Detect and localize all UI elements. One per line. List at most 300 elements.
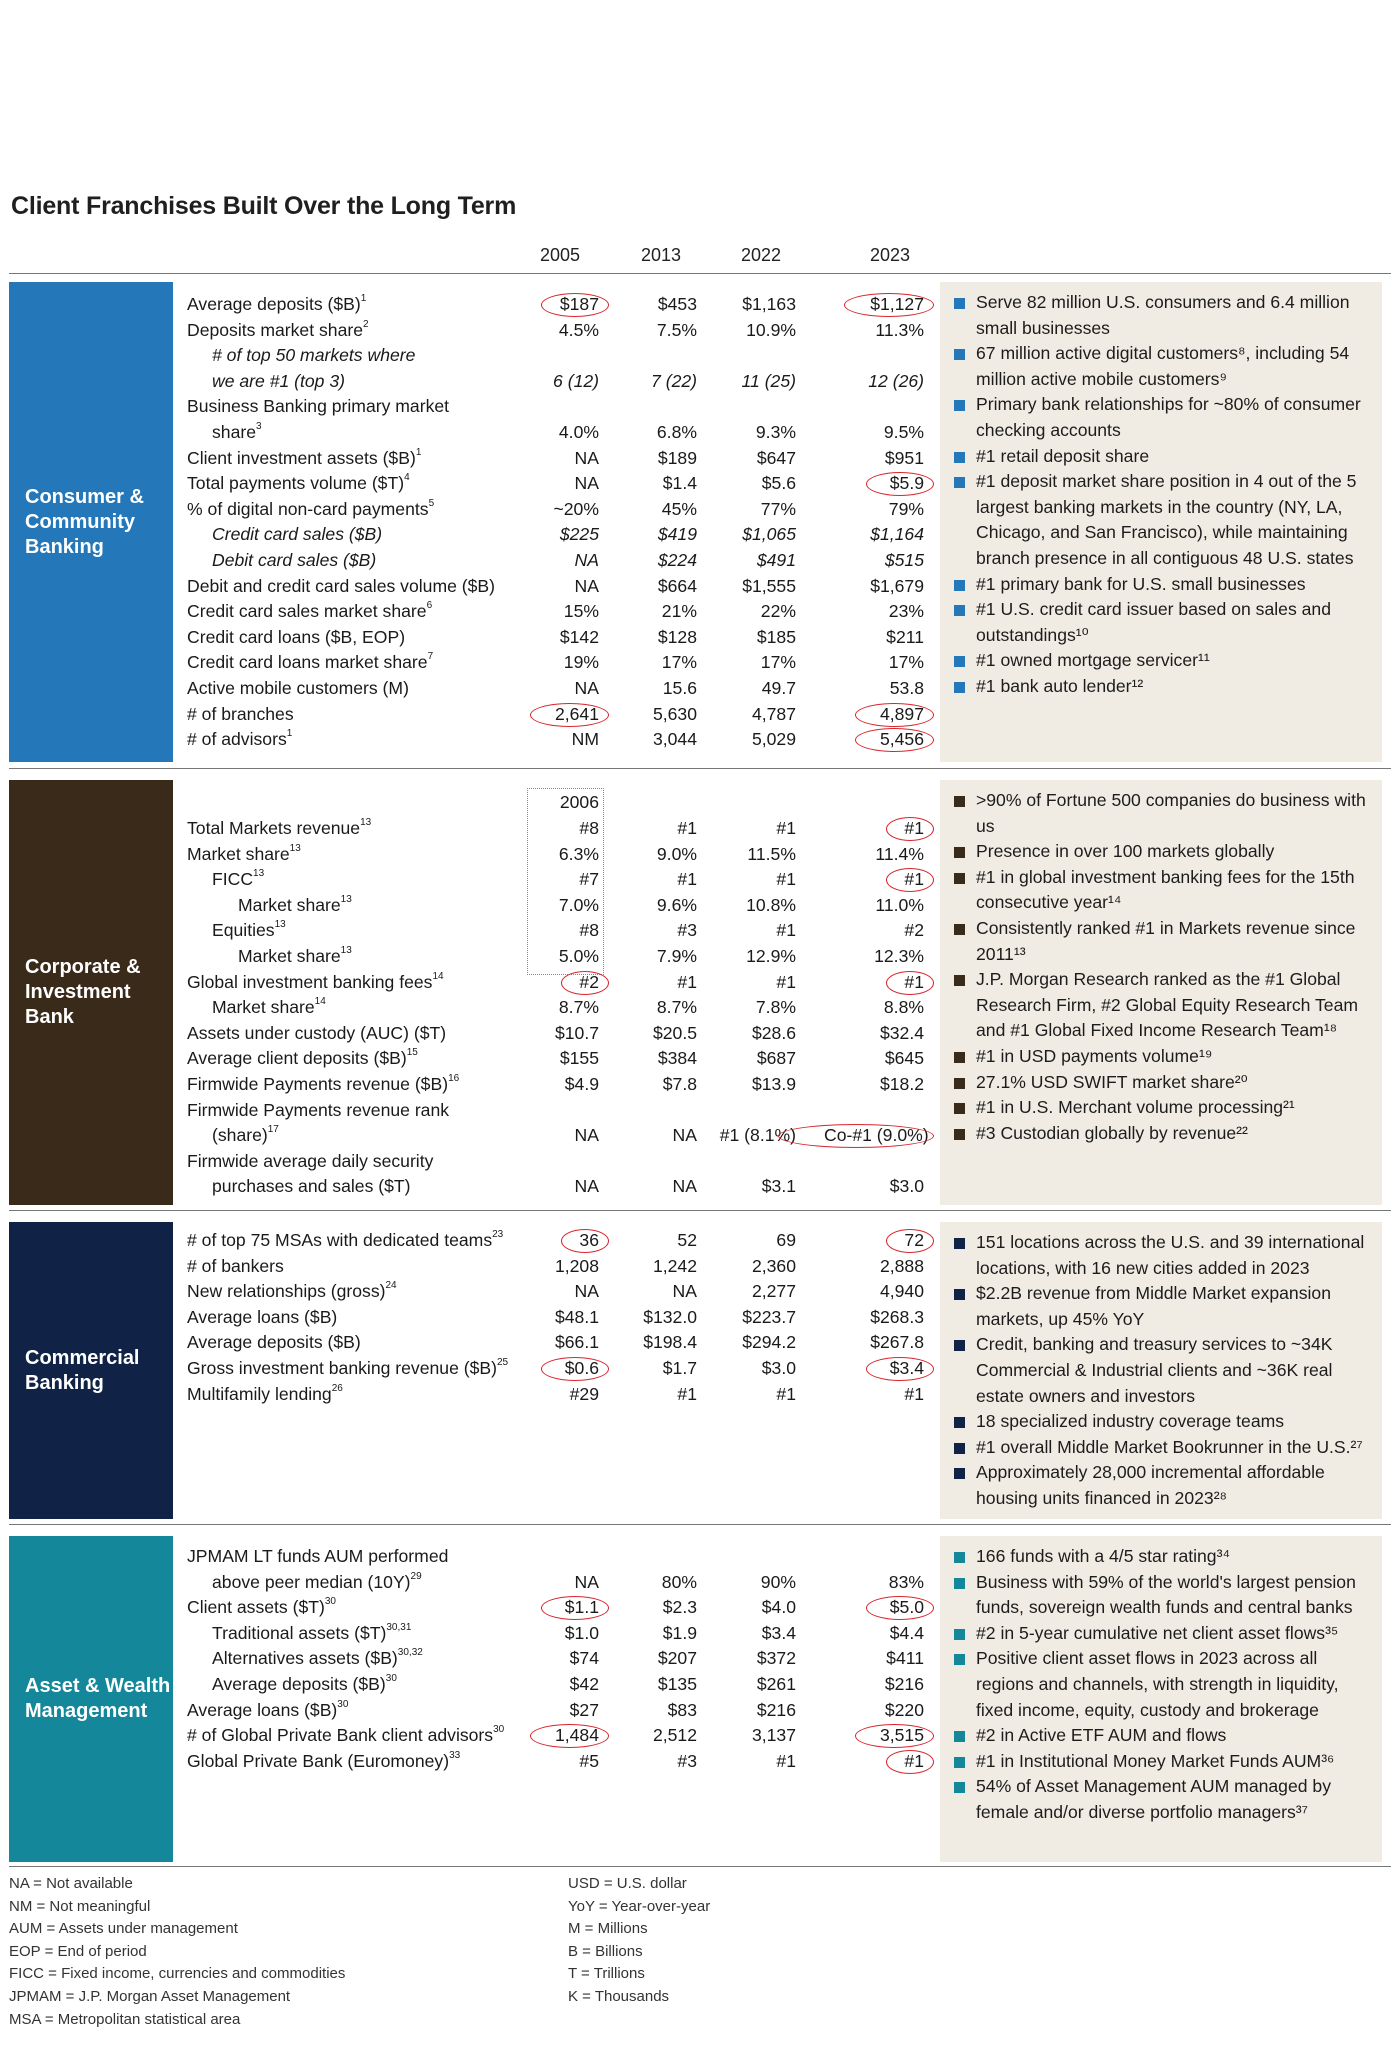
bullet-text: >90% of Fortune 500 companies do business with us (976, 790, 1366, 836)
legend-item: EOP = End of period (9, 1942, 147, 1960)
footnote-ref: 14 (432, 970, 444, 982)
row-label-text: purchases and sales ($T) (212, 1176, 411, 1197)
bullet-text: $2.2B revenue from Middle Market expansion markets, up 45% YoY (976, 1283, 1331, 1329)
row-value-2023: 79% (888, 498, 924, 519)
table-row (9, 1749, 939, 1775)
table-row (9, 1021, 939, 1047)
row-label-text: Average client deposits ($B) (187, 1048, 407, 1069)
row-value-2023: 11.0% (875, 894, 924, 915)
row-label (187, 1382, 343, 1408)
row-label (187, 702, 294, 728)
row-value-2013: NA (672, 1281, 697, 1302)
highlight-bullet (954, 444, 1370, 470)
legend-item: USD = U.S. dollar (568, 1875, 687, 1892)
row-value-2005: #7 (579, 869, 599, 890)
row-value-2005: 4.0% (558, 422, 599, 442)
row-value-2013: $1.9 (662, 1622, 697, 1643)
row-value-2013: #1 (677, 818, 697, 838)
legend-item: M = Millions (568, 1920, 648, 1938)
row-value-2023: $515 (884, 550, 924, 570)
row-label-text: Global investment banking fees (187, 971, 433, 992)
row-label-text: JPMAM LT funds AUM performed (187, 1546, 449, 1566)
table-row (9, 1382, 939, 1408)
highlight-bullet (954, 1409, 1370, 1435)
highlight-bullet (954, 1121, 1370, 1147)
row-value-2023: #1 (904, 1750, 924, 1771)
highlight-bullet (954, 392, 1370, 443)
row-label (187, 497, 434, 523)
legend-item: JPMAM = J.P. Morgan Asset Management (9, 1987, 291, 2005)
highlight-bullet (954, 1044, 1370, 1070)
bullet-square-icon (954, 1417, 965, 1428)
highlight-bullet (954, 916, 1370, 967)
footnote-ref: 7 (427, 651, 434, 663)
bullet-square-icon (954, 1052, 965, 1063)
row-value-2005: 6 (12) (553, 370, 599, 391)
section-label-text: Corporate & Investment Bank (25, 956, 141, 1028)
row-value-2023: $268.3 (870, 1306, 924, 1327)
footnote-ref: 30 (385, 1673, 397, 1684)
row-value-2023: $32.4 (879, 1022, 924, 1043)
bullet-text: Positive client asset flows in 2023 across all regions and channels, with strength in liquidity, fixed income, equity, custody and brokerage (976, 1648, 1339, 1720)
row-value-2005: #8 (579, 818, 599, 838)
highlight-bullet (954, 1095, 1370, 1121)
bullet-text: #1 in USD payments volume¹⁹ (976, 1045, 1213, 1066)
row-label-text: Client assets ($T) (187, 1597, 325, 1618)
row-value-2022: 10.8% (746, 894, 796, 915)
bottom-divider (9, 1866, 1391, 1867)
highlight-bullet (954, 1544, 1370, 1570)
row-value-2013: 80% (661, 1571, 697, 1592)
row-value-2022: 2,360 (751, 1255, 796, 1276)
table-row (9, 1123, 939, 1149)
row-value-2013: $419 (657, 524, 697, 545)
row-value-2023: $5.0 (889, 1597, 924, 1618)
bullet-text: #2 in Active ETF AUM and flows (976, 1725, 1227, 1746)
row-value-2023: 83% (888, 1571, 924, 1592)
row-value-2023: $18.2 (879, 1074, 924, 1094)
row-value-2005: 6.3% (558, 843, 599, 864)
row-value-2005: 2,641 (554, 703, 599, 724)
table-row (9, 343, 939, 369)
row-value-2023: Co-#1 (9.0%) (824, 1125, 929, 1146)
row-value-2022: $1,065 (742, 524, 796, 545)
row-value-2022: $3.1 (761, 1176, 796, 1197)
footnote-ref: 14 (314, 996, 326, 1008)
table-row (9, 1174, 939, 1200)
row-value-2023: 72 (904, 1230, 924, 1250)
bullet-square-icon (954, 847, 965, 858)
bullet-square-icon (954, 1340, 965, 1351)
row-value-2013: $384 (657, 1048, 697, 1069)
row-label (187, 1698, 348, 1724)
footnote-ref: 30 (493, 1724, 505, 1736)
row-value-2022: 3,137 (751, 1725, 796, 1746)
section-divider (9, 1524, 1391, 1525)
row-label-text: Credit card loans market share (187, 652, 428, 673)
table-row (9, 548, 939, 574)
bullet-text: #1 bank auto lender¹² (976, 675, 1144, 696)
row-value-2023: $211 (886, 626, 924, 647)
row-value-2023: $3.4 (889, 1358, 924, 1378)
footnote-ref: 26 (331, 1382, 343, 1394)
row-value-2022: $1,163 (742, 294, 796, 314)
table-row (9, 574, 939, 600)
footnote-ref: 23 (492, 1229, 504, 1240)
row-value-2023: 12 (26) (868, 370, 924, 391)
highlight-bullet (954, 967, 1370, 1044)
section-label-text: Consumer & Community Banking (25, 485, 144, 558)
row-value-2005: $187 (559, 294, 599, 314)
alt-year-box (527, 788, 604, 975)
footnote-ref: 17 (267, 1124, 279, 1136)
bullet-text: Serve 82 million U.S. consumers and 6.4 million small businesses (976, 292, 1350, 338)
footnote-ref: 3 (256, 421, 262, 432)
row-value-2023: 11.3% (875, 319, 924, 340)
highlight-bullet (954, 341, 1370, 392)
legend-item: T = Trillions (568, 1965, 645, 1983)
row-value-2013: $2.3 (662, 1597, 697, 1618)
row-value-2005: 4.5% (558, 319, 599, 340)
row-value-2023: $1,679 (870, 575, 924, 596)
row-value-2023: 8.8% (883, 997, 924, 1018)
row-label (187, 1305, 337, 1331)
row-label (212, 1123, 279, 1149)
bullet-square-icon (954, 452, 965, 463)
row-label (187, 816, 371, 842)
row-value-2023: #1 (904, 971, 924, 992)
row-label (187, 650, 433, 676)
row-value-2013: 2,512 (652, 1725, 697, 1746)
bullet-text: #1 owned mortgage servicer¹¹ (976, 650, 1210, 671)
row-value-2022: $216 (756, 1699, 796, 1720)
footnote-ref: 24 (385, 1280, 397, 1292)
row-value-2005: NA (574, 1571, 599, 1592)
highlight-bullet (954, 865, 1370, 916)
bullet-square-icon (954, 477, 965, 488)
table-row (9, 842, 939, 868)
row-value-2023: 17% (888, 652, 924, 673)
row-label (187, 1749, 460, 1775)
row-label-text: share (212, 422, 257, 442)
footnote-ref: 13 (340, 893, 352, 905)
row-value-2005: ~20% (553, 498, 599, 519)
bullet-text: Consistently ranked #1 in Markets revenue since 2011¹³ (976, 917, 1356, 964)
row-value-2013: #1 (677, 971, 697, 992)
row-value-2022: $13.9 (751, 1074, 796, 1094)
table-row (9, 420, 939, 446)
bullet-square-icon (954, 873, 965, 884)
row-value-2013: 7.5% (656, 319, 697, 340)
table-row (9, 702, 939, 728)
row-value-2013: 6.8% (656, 422, 697, 442)
row-value-2005: NA (574, 575, 599, 596)
table-row (9, 1698, 939, 1724)
row-value-2005: 1,208 (554, 1255, 599, 1276)
row-value-2005: #2 (579, 971, 599, 992)
row-value-2013: $135 (657, 1674, 697, 1694)
footnote-ref: 1 (286, 728, 293, 740)
highlight-bullet (954, 788, 1370, 839)
row-value-2005: $27 (569, 1699, 599, 1720)
bullet-text: Business with 59% of the world's largest pension funds, sovereign wealth funds and central banks (976, 1571, 1356, 1618)
bullet-text: #1 in global investment banking fees for the 15th consecutive year¹⁴ (976, 866, 1355, 913)
row-value-2022: 2,277 (751, 1281, 796, 1302)
row-value-2005: $1.0 (564, 1622, 599, 1643)
row-label-text: # of top 75 MSAs with dedicated teams (187, 1230, 493, 1250)
row-label-text: Traditional assets ($T) (212, 1622, 387, 1643)
row-label-text: Assets under custody (AUC) ($T) (187, 1022, 447, 1043)
row-label-text: Equities (212, 920, 275, 941)
row-value-2023: $3.0 (889, 1176, 924, 1197)
row-label (187, 727, 292, 753)
table-row (9, 893, 939, 919)
bullet-square-icon (954, 1731, 965, 1742)
row-label (212, 867, 264, 893)
bullet-square-icon (954, 1782, 965, 1793)
bullet-text: Presence in over 100 markets globally (976, 841, 1275, 862)
table-row (9, 497, 939, 523)
row-value-2022: $4.0 (761, 1597, 796, 1618)
row-label (187, 1330, 361, 1356)
legend-item: K = Thousands (568, 1987, 670, 2005)
table-row (9, 676, 939, 702)
footnote-ref: 29 (410, 1570, 422, 1582)
table-row (9, 1046, 939, 1072)
row-value-2023: #1 (904, 818, 924, 838)
row-label (212, 918, 286, 944)
row-value-2005: NA (574, 1281, 599, 1302)
bullet-text: #1 deposit market share position in 4 out of the 5 largest banking markets in the country (NY, LA, Chicago, and San Francisco), while maintaining branch presence in all contiguous 48 U.S. states (976, 471, 1357, 568)
row-value-2013: $132.0 (643, 1306, 697, 1327)
row-value-2022: $185 (756, 626, 796, 647)
footnote-ref: 13 (289, 842, 301, 854)
row-value-2022: 5,029 (751, 729, 796, 750)
table-row (9, 1228, 939, 1254)
bullet-square-icon (954, 1629, 965, 1640)
bullet-text: J.P. Morgan Research ranked as the #1 Global Research Firm, #2 Global Equity Research Team and #1 Global Fixed Income Research Team¹⁸ (976, 969, 1359, 1041)
legend-item: YoY = Year-over-year (568, 1897, 711, 1915)
table-row (9, 1149, 939, 1175)
highlight-bullet (954, 1774, 1370, 1825)
row-value-2005: NA (574, 1176, 599, 1197)
highlight-bullet (954, 1281, 1370, 1332)
row-value-2013: $1.4 (662, 473, 697, 494)
row-label-text: # of Global Private Bank client advisors (187, 1725, 494, 1746)
footnote-ref: 30,31 (386, 1621, 412, 1633)
row-label (187, 1356, 508, 1382)
table-row (9, 944, 939, 970)
bullet-square-icon (954, 1129, 965, 1140)
footnote-ref: 13 (340, 945, 352, 956)
row-value-2023: $1,164 (870, 524, 924, 545)
table-row (9, 816, 939, 842)
highlight-bullet (954, 572, 1370, 598)
row-label (187, 574, 495, 600)
legend-item: MSA = Metropolitan statistical area (9, 2010, 241, 2028)
row-value-2023: 3,515 (879, 1725, 924, 1746)
section-highlights (940, 1222, 1382, 1519)
year-header-2023: 2023 (870, 245, 911, 265)
row-value-2013: 7 (22) (651, 370, 697, 391)
footnote-ref: 13 (360, 817, 372, 828)
row-label (187, 1254, 284, 1280)
row-value-2022: #1 (776, 869, 796, 890)
row-label (212, 1570, 422, 1596)
row-label (187, 471, 410, 497)
row-value-2023: 2,888 (879, 1255, 924, 1276)
row-value-2013: $453 (657, 294, 697, 314)
footnote-ref: 13 (253, 868, 265, 880)
row-label-text: Market share (187, 843, 290, 864)
row-value-2013: $189 (657, 447, 697, 468)
row-value-2013: 21% (661, 601, 697, 622)
row-label (187, 1149, 433, 1175)
footnote-ref: 33 (449, 1749, 461, 1761)
bullet-text: #1 retail deposit share (976, 445, 1150, 466)
row-label (187, 1072, 459, 1098)
table-row (9, 650, 939, 676)
footnote-ref: 25 (497, 1357, 509, 1368)
row-label-text: Market share (212, 997, 315, 1018)
row-label-text: Multifamily lending (187, 1383, 332, 1404)
row-value-2005: 5.0% (558, 946, 599, 966)
table-row (9, 1570, 939, 1596)
row-label (238, 893, 352, 919)
row-label (212, 1174, 411, 1200)
row-label (212, 522, 382, 548)
row-value-2022: $647 (756, 447, 796, 468)
footnote-ref: 6 (426, 600, 433, 612)
row-label (187, 446, 421, 472)
highlight-bullet (954, 674, 1370, 700)
row-label (187, 676, 409, 702)
row-label (212, 369, 345, 395)
bullet-text: #1 U.S. credit card issuer based on sales and outstandings¹⁰ (976, 599, 1332, 645)
table-row (9, 292, 939, 318)
row-label-text: Global Private Bank (Euromoney) (187, 1750, 450, 1771)
alt-year-label: 2006 (559, 792, 599, 812)
row-label-text: Deposits market share (187, 319, 364, 340)
row-value-2013: #3 (677, 1750, 697, 1771)
row-label-text: Credit card loans ($B, EOP) (187, 626, 406, 647)
section-highlights (940, 1536, 1382, 1862)
highlight-bullet (954, 1070, 1370, 1096)
table-row (9, 1072, 939, 1098)
row-value-2022: 69 (776, 1230, 796, 1250)
row-value-2013: 8.7% (656, 997, 697, 1018)
row-value-2022: $294.2 (742, 1332, 796, 1353)
row-value-2022: $1,555 (742, 575, 796, 596)
bullet-text: 151 locations across the U.S. and 39 international locations, with 16 new cities added in 2023 (976, 1232, 1365, 1278)
bullet-square-icon (954, 400, 965, 411)
table-row (9, 1672, 939, 1698)
row-label (212, 1672, 397, 1698)
table-row (9, 1254, 939, 1280)
row-value-2022: $261 (756, 1674, 796, 1694)
row-value-2022: #1 (776, 920, 796, 941)
table-row (9, 1595, 939, 1621)
row-label (212, 343, 415, 369)
bullet-square-icon (954, 1443, 965, 1454)
row-label (187, 970, 444, 996)
bullet-square-icon (954, 1289, 965, 1300)
row-value-2023: #1 (904, 1383, 924, 1404)
row-value-2023: 5,456 (879, 729, 924, 750)
row-value-2005: $48.1 (554, 1306, 599, 1327)
row-value-2013: $207 (657, 1648, 697, 1669)
highlight-bullet (954, 1230, 1370, 1281)
row-value-2013: 17% (661, 652, 697, 673)
table-row (9, 1646, 939, 1672)
row-label (187, 1228, 503, 1254)
row-value-2005: #5 (579, 1750, 599, 1771)
highlight-bullet (954, 1621, 1370, 1647)
row-label (212, 548, 376, 574)
row-value-2005: 36 (579, 1230, 599, 1250)
row-value-2005: 15% (563, 601, 599, 622)
row-value-2013: 9.0% (656, 843, 697, 864)
row-value-2023: $1,127 (870, 294, 924, 314)
row-label-text: Active mobile customers (M) (187, 678, 409, 698)
row-label-text: (share) (212, 1125, 268, 1146)
row-label (187, 599, 432, 625)
row-label (187, 1021, 446, 1047)
row-label-text: Market share (238, 894, 341, 915)
row-label (187, 1544, 448, 1570)
legend-item: AUM = Assets under management (9, 1920, 238, 1938)
row-label (212, 1646, 423, 1672)
legend-item: NA = Not available (9, 1875, 133, 1892)
row-value-2005: $10.7 (554, 1022, 599, 1043)
row-value-2023: 11.4% (875, 843, 924, 864)
row-value-2013: $664 (657, 575, 697, 596)
row-value-2022: 11 (25) (741, 370, 796, 391)
bullet-square-icon (954, 656, 965, 667)
row-label (187, 1098, 449, 1124)
row-value-2013: 15.6 (662, 678, 697, 698)
row-value-2022: 4,787 (751, 703, 796, 724)
bullet-square-icon (954, 298, 965, 309)
row-label (187, 1723, 504, 1749)
legend-right (568, 1873, 710, 2009)
footnote-ref: 30,32 (397, 1647, 423, 1659)
row-value-2022: $372 (756, 1648, 796, 1669)
row-label-text: Average deposits ($B) (187, 1332, 361, 1353)
row-label (212, 1621, 411, 1647)
row-label-text: Credit card sales ($B) (212, 524, 383, 545)
row-value-2022: #1 (776, 971, 796, 992)
row-label (187, 394, 449, 420)
row-value-2013: 52 (677, 1230, 697, 1250)
row-value-2005: $4.9 (564, 1074, 599, 1094)
footnote-ref: 30 (337, 1698, 349, 1710)
year-header-2005: 2005 (540, 245, 581, 265)
legend-left (9, 1873, 345, 2031)
bullet-square-icon (954, 1468, 965, 1479)
row-value-2023: #1 (904, 869, 924, 890)
row-value-2013: $1.7 (662, 1358, 697, 1378)
row-value-2022: 22% (760, 601, 796, 622)
row-label-text: FICC (212, 869, 254, 890)
row-label-text: Client investment assets ($B) (187, 447, 416, 468)
row-value-2023: $951 (884, 447, 924, 468)
year-header-2022: 2022 (741, 245, 782, 265)
row-value-2023: #2 (904, 920, 924, 941)
bullet-square-icon (954, 1654, 965, 1665)
table-row (9, 995, 939, 1021)
row-value-2005: 8.7% (558, 997, 599, 1018)
